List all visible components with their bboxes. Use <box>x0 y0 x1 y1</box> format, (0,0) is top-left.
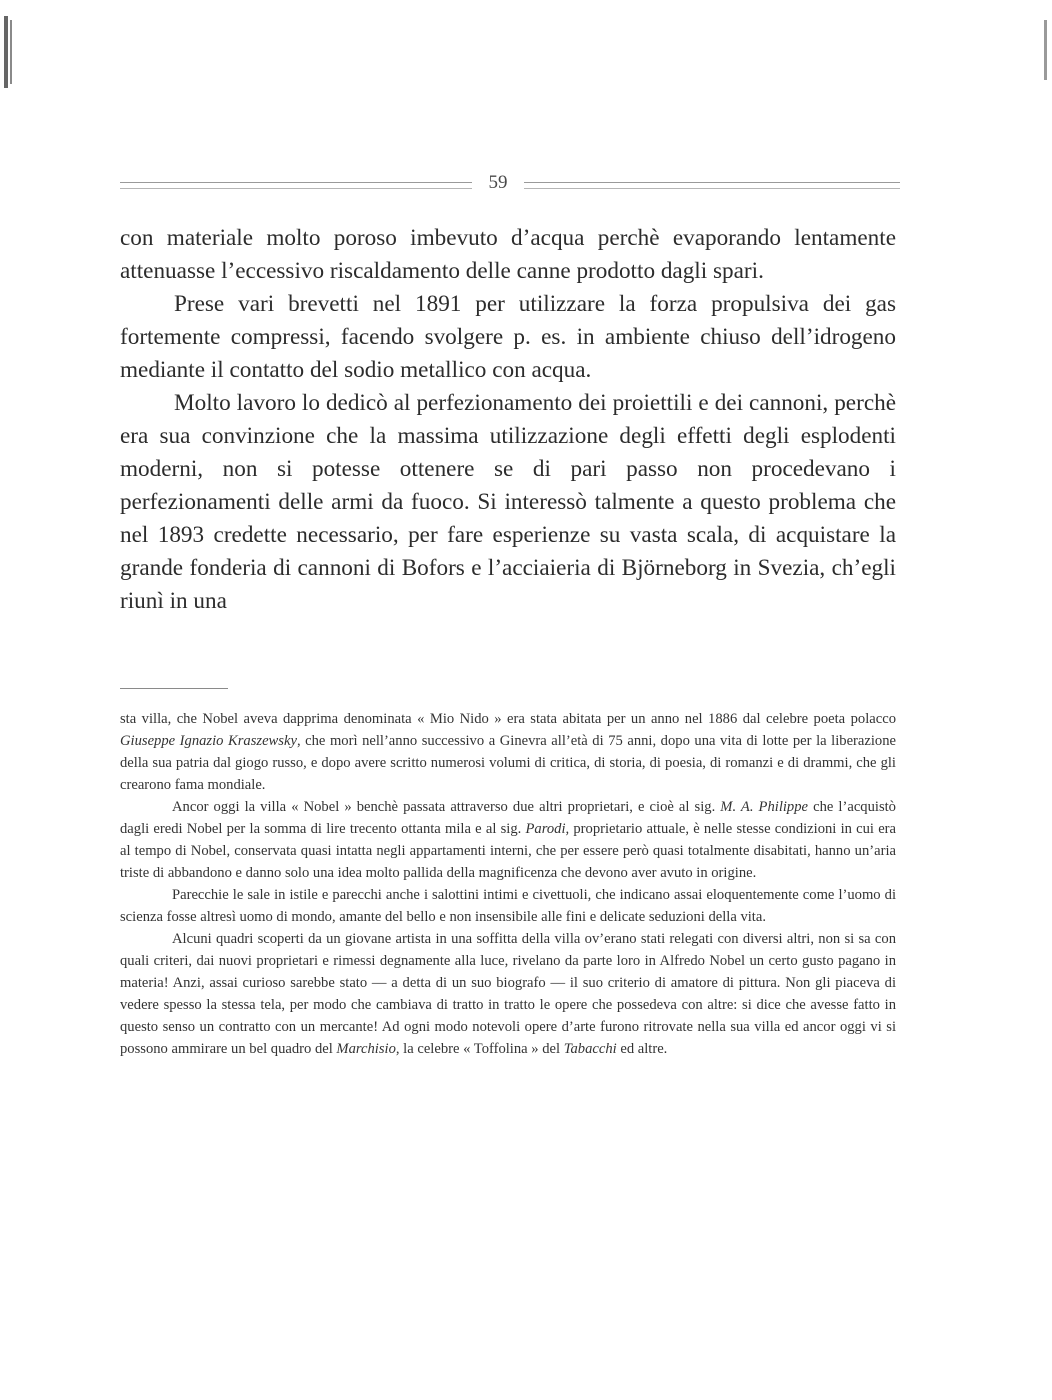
person-name: Parodi, <box>525 821 570 837</box>
footnote-paragraph: Parecchie le sale in istile e parecchi anche i salottini intimi e civettuoli, che indicano assai eloquentemente come l’uomo di scienza fosse altresì uomo di mondo, amante del bello e non insensibile alle fini e delicate seduzioni della vita. <box>120 887 896 925</box>
main-paragraph: Prese vari brevetti nel 1891 per utilizzare la forza propulsiva dei gas fortemente compressi, facendo svolgere p. es. in ambiente chiuso dell’idrogeno mediante il contatto del sodio metallico con acqua. <box>120 291 896 383</box>
person-name: Tabacchi <box>563 1041 617 1057</box>
main-paragraph: Molto lavoro lo dedicò al perfezionamento dei proiettili e dei cannoni, perchè era sua convinzione che la massima utilizzazione degli effetti degli esplodenti moderni, non si potesse ottenere se di pari passo non procedevano i perfezionamenti delle armi da fuoco. Si interessò talmente a questo problema che nel 1893 credette necessario, per fare esperienze su vasta scala, di acquistare la grande fonderia di cannoni di Bofors e l’acciaieria di Björneborg in Svezia, ch’egli riunì in una <box>120 390 896 614</box>
main-paragraph: con materiale molto poroso imbevuto d’acqua perchè evaporando lentamente attenuasse l’eccessivo riscaldamento delle canne prodotto dagli spari. <box>120 225 896 284</box>
header-rule-left <box>120 182 472 189</box>
main-text <box>120 222 896 618</box>
person-name: Marchisio <box>336 1041 396 1057</box>
footnote-paragraph: Ancor oggi la villa « Nobel » benchè passata attraverso due altri proprietari, e cioè al sig. M. A. Philippe che l’acquistò dagli eredi Nobel per la somma di lire trecento ottanta mila e al sig. Parodi, proprietario attuale, è nelle stesse condizioni in cui era al tempo di Nobel, conservata quasi intatta negli appartamenti interni, che per essere però quasi totalmente disabitati, hanno un’aria triste di abbandono e danno solo una idea molto pallida della magnificenza che devono aver avuto in origine. <box>120 799 897 881</box>
page-number: 59 <box>488 172 508 193</box>
footnote-paragraph: Alcuni quadri scoperti da un giovane artista in una soffitta della villa ov’erano stati relegati con diversi altri, non si sa con quali criteri, dai nuovi proprietari e rimessi degnamente alla luce, rivelano da parte loro in Alfredo Nobel un certo gusto pagano in materia! Anzi, assai curioso sarebbe stato — a detta di un suo biografo — il suo criterio di amatore di pittura. Non gli piaceva di vedere spesso la stessa tela, per modo che cambiava di tratto in tratto le opere che possedeva con altre: si dice che avesse fatto in questo senso un contratto con un mercante! Ad ogni modo notevoli opere d’arte furono ritrovate nella sua villa ed ancor oggi vi si possono ammirare un bel quadro del Marchisio, la celebre « Toffolina » del Tabacchi ed altre. <box>120 931 896 1057</box>
person-name: Giuseppe Ignazio Kraszewsky <box>120 733 297 749</box>
footnotes <box>120 708 896 1060</box>
header-rule-right <box>524 182 900 189</box>
footnote-paragraph: sta villa, che Nobel aveva dapprima denominata « Mio Nido » era stata abitata per un anno nel 1886 dal celebre poeta polacco Giuseppe Ignazio Kraszewsky, che morì nell’anno successivo a Ginevra all’età di 75 anni, dopo una vita di lotte per la liberazione della sua patria dal giogo russo, e dopo avere scritto numerosi volumi di critica, di storia, di poesia, di romanzi e di drammi, che gli crearono fama mondiale. <box>120 711 896 793</box>
person-name: M. A. Philippe <box>720 799 809 815</box>
scan-edge-marks <box>0 0 1052 110</box>
page-header <box>120 168 900 198</box>
footnote-separator <box>120 688 228 689</box>
